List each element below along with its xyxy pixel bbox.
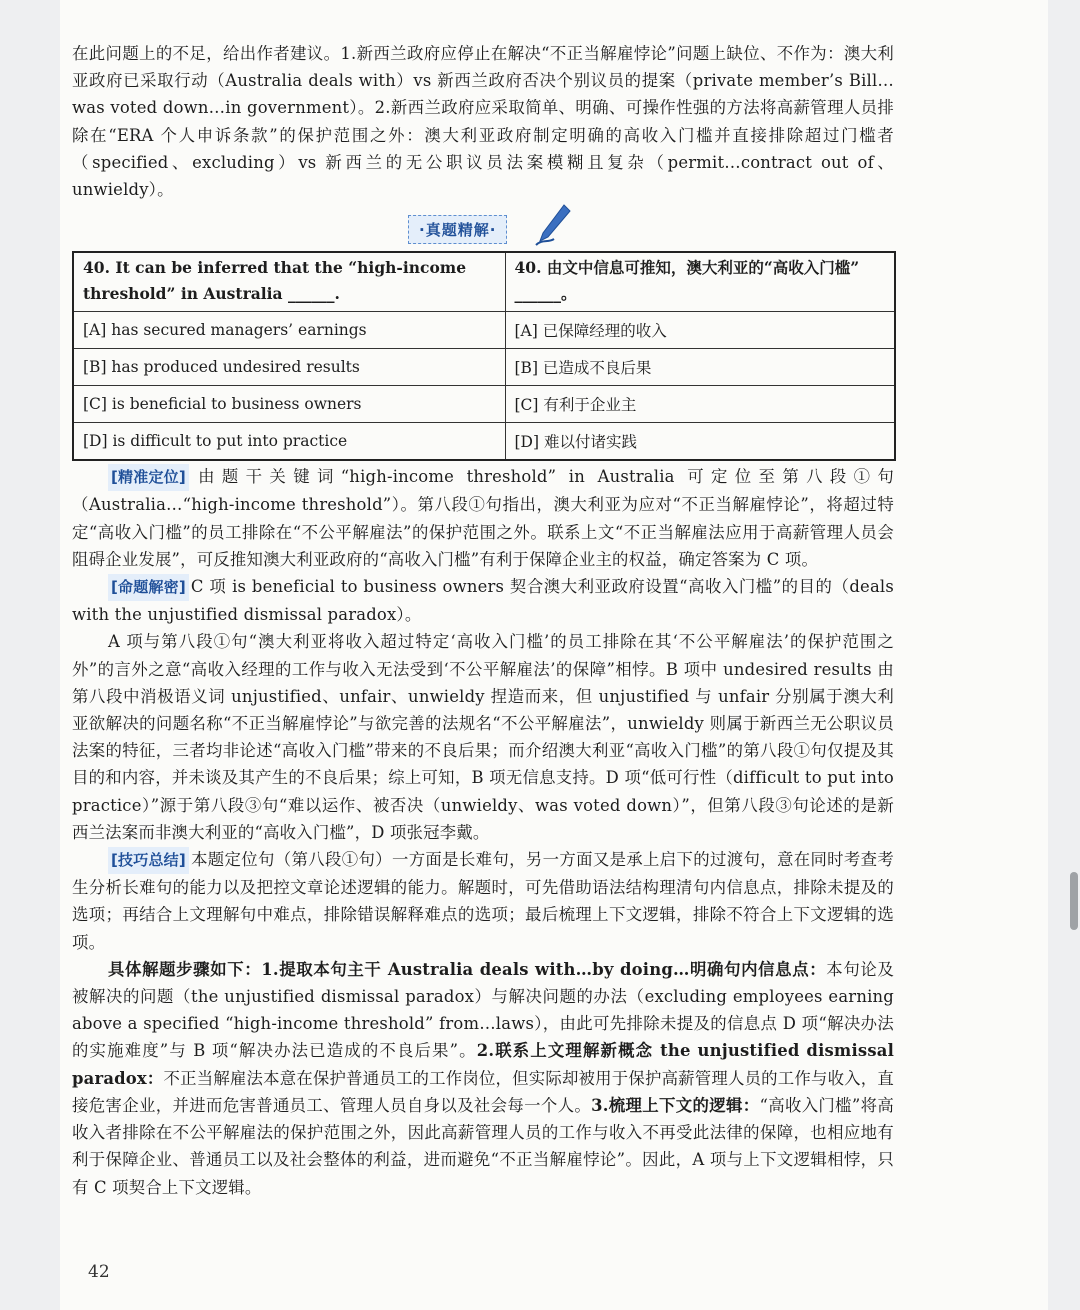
step1-heading: 具体解题步骤如下：1.提取本句主干 Australia deals with…by doing…明确句内信息点： — [108, 959, 827, 979]
question-zh: 40. 由文中信息可推知，澳大利亚的“高收入门槛” ______。 — [505, 252, 895, 312]
scrollbar-thumb[interactable] — [1070, 872, 1078, 930]
option-zh: [A] 已保障经理的收入 — [505, 312, 895, 349]
secret-paragraph — [72, 573, 894, 628]
option-zh: [D] 难以付诸实践 — [505, 423, 895, 461]
question-en: 40. It can be inferred that the “high-income threshold” in Australia ______. — [73, 252, 505, 312]
option-row — [73, 312, 895, 349]
pen-icon — [534, 203, 574, 247]
locate-paragraph — [72, 463, 894, 573]
step2-heading: 2.联系上文理解新概念 the unjustified dismissal paradox： — [72, 1041, 894, 1088]
page-number: 42 — [88, 1262, 110, 1282]
option-row — [73, 386, 895, 423]
locate-tag: [精准定位] — [108, 464, 189, 491]
steps-paragraph — [72, 956, 894, 1201]
option-zh: [B] 已造成不良后果 — [505, 349, 895, 386]
intro-paragraph: 在此问题上的不足，给出作者建议。1.新西兰政府应停止在解决“不正当解雇悖论”问题上缺位、不作为：澳大利亚政府已采取行动（Australia deals with）vs 新西兰政府否决个别议员的提案（private member’s Bill…was voted down…in government）。2.新西兰政府应采取简单、明确、可操作性强的方法将高薪管理人员排除在“ERA 个人申诉条款”的保护范围之外：澳大利亚政府制定明确的高收入门槛并直接排除超过门槛者（specified、excluding）vs 新西兰的无公职议员法案模糊且复杂（permit…contract out of、unwieldy）。 — [72, 44, 894, 200]
step3-text: “高收入门槛”将高收入者排除在不公平解雇法的保护范围之外，因此高薪管理人员的工作与收入不再受此法律的保障，也相应地有利于保障企业、普通员工以及社会整体的利益，进而避免“不正当解雇悖论”。因此，A 项与上下文逻辑相悖，只有 C 项契合上下文逻辑。 — [72, 1095, 894, 1197]
option-row — [73, 349, 895, 386]
step1-text: 本句论及被解决的问题（the unjustified dismissal paradox）与解决问题的办法（excluding employees earning above a specified “high-income threshold” from…laws），由此可先排除未提及的信息点 D 项“解决办法的实施难度”与 B 项“解决办法已造成的不良后果”。 — [72, 959, 894, 1061]
option-en: [C] is beneficial to business owners — [73, 386, 505, 423]
option-zh: [C] 有利于企业主 — [505, 386, 895, 423]
step3-heading: 3.梳理上下文的逻辑： — [591, 1095, 760, 1115]
banner-label: ·真题精解· — [408, 215, 507, 244]
secret-tag: [命题解密] — [108, 574, 189, 601]
question-row — [73, 252, 895, 312]
locate-text: 由题干关键词“high-income threshold” in Australia 可定位至第八段①句（Australia…“high-income threshold”）。第八段①句指出，澳大利亚为应对“不正当解雇悖论”，将超过特定“高收入门槛”的员工排除在“不公平解雇法”的保护范围之外。联系上文“不正当解雇法应用于高薪管理人员会阻碍企业发展”，可反推知澳大利亚政府的“高收入门槛”有利于保障企业主的权益，确定答案为 C 项。 — [72, 467, 894, 569]
option-en: [D] is difficult to put into practice — [73, 423, 505, 461]
question-table — [72, 251, 896, 461]
option-en: [A] has secured managers’ earnings — [73, 312, 505, 349]
section-banner — [72, 203, 894, 251]
page-content — [72, 40, 894, 1201]
option-en: [B] has produced undesired results — [73, 349, 505, 386]
skill-tag: [技巧总结] — [108, 847, 189, 874]
skill-text: 本题定位句（第八段①句）一方面是长难句，另一方面又是承上启下的过渡句，意在同时考查考生分析长难句的能力以及把控文章论述逻辑的能力。解题时，可先借助语法结构理清句内信息点，排除未提及的选项；再结合上文理解句中难点，排除错误解释难点的选项；最后梳理上下文逻辑，排除不符合上下文逻辑的选项。 — [72, 850, 894, 952]
step2-text: 不正当解雇法本意在保护普通员工的工作岗位，但实际却被用于保护高薪管理人员的工作与收入，直接危害企业，并进而危害普通员工、管理人员自身以及社会每一个人。 — [72, 1068, 894, 1115]
option-row — [73, 423, 895, 461]
skill-paragraph — [72, 846, 894, 956]
secret-text: C 项 is beneficial to business owners 契合澳大利亚政府设置“高收入门槛”的目的（deals with the unjustified dismissal paradox）。 — [72, 577, 894, 625]
analysis-paragraph: A 项与第八段①句“澳大利亚将收入超过特定‘高收入门槛’的员工排除在其‘不公平解雇法’的保护范围之外”的言外之意“高收入经理的工作与收入无法受到‘不公平解雇法’的保障”相悖。B 项中 undesired results 由第八段中消极语义词 unjustified、unfair、unwieldy 捏造而来，但 unjustified 与 unfair 分别属于澳大利亚欲解决的问题名称“不正当解雇悖论”与欲完善的法规名“不公平解雇法”，unwieldy 则属于新西兰无公职议员法案的特征，三者均非论述“高收入门槛”带来的不良后果；而介绍澳大利亚“高收入门槛”的第八段①句仅提及其目的和内容，并未谈及其产生的不良后果；综上可知，B 项无信息支持。D 项“低可行性（difficult to put into practice）”源于第八段③句“难以运作、被否决（unwieldy、was voted down）”，但第八段③句论述的是新西兰法案而非澳大利亚的“高收入门槛”，D 项张冠李戴。 — [72, 632, 894, 842]
